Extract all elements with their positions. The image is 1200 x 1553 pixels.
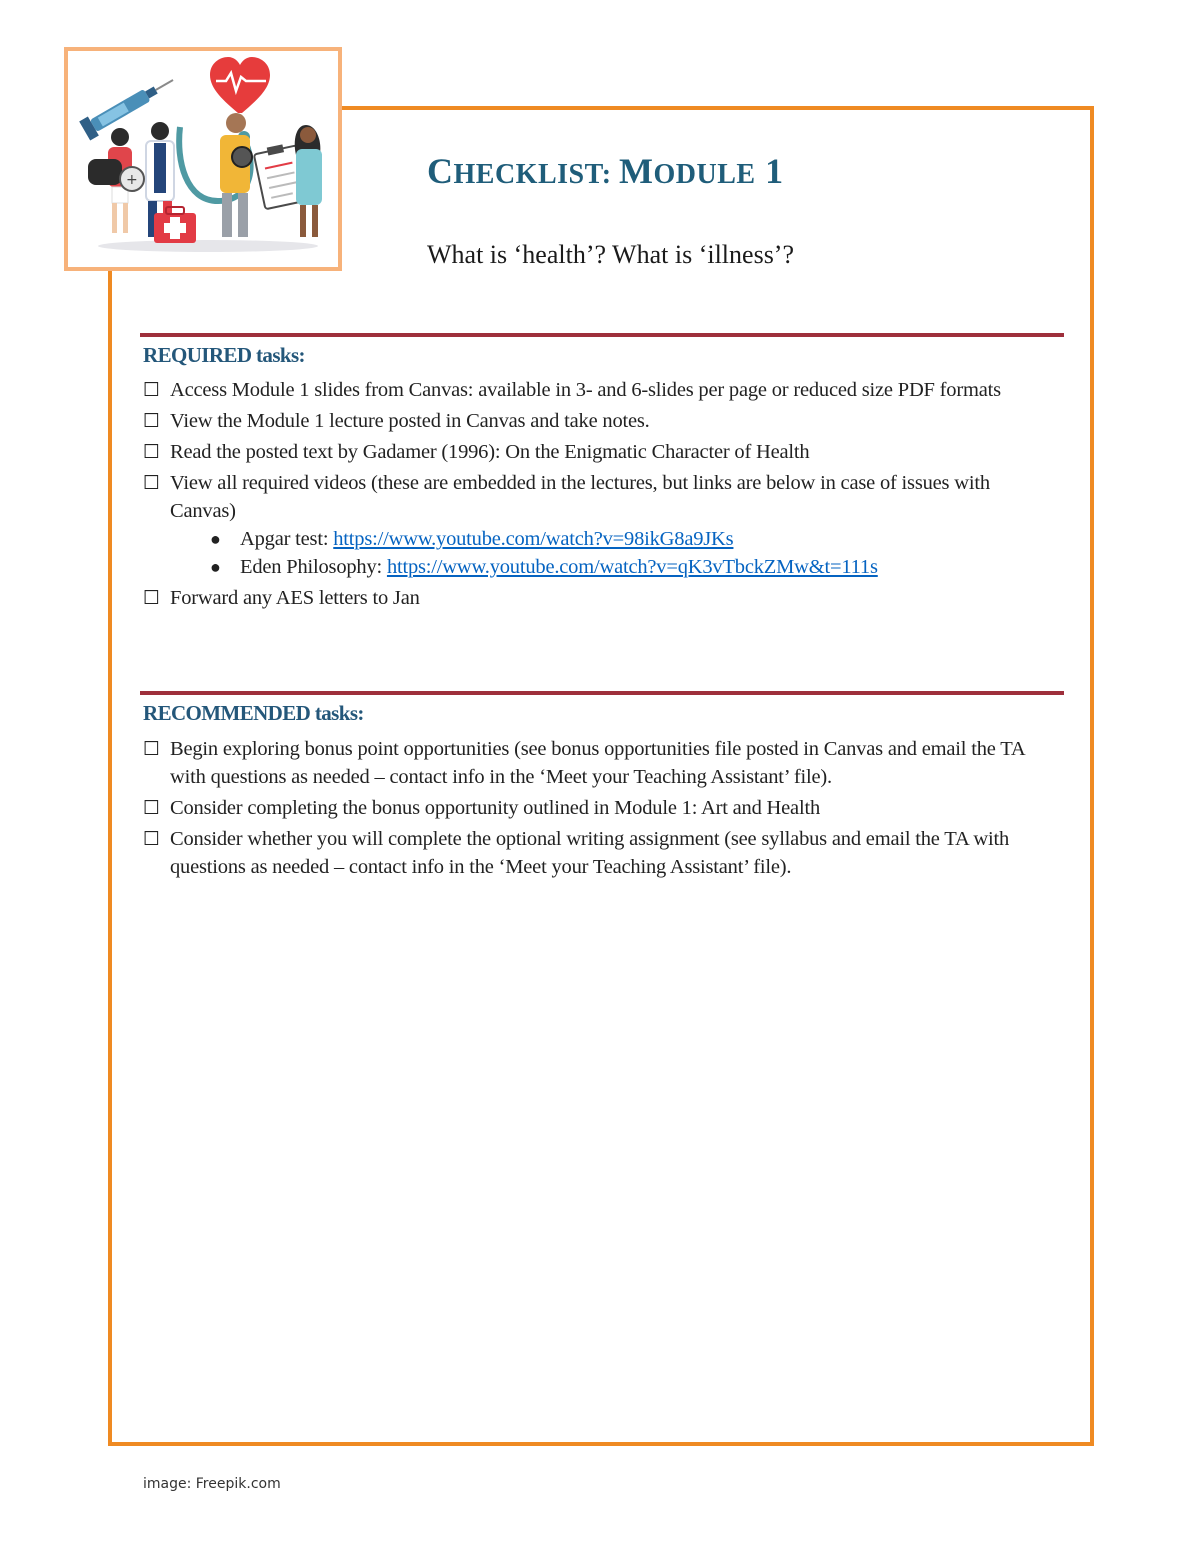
- task-text: Forward any AES letters to Jan: [170, 587, 420, 609]
- task-text: Consider whether you will complete the optional writing assignment (see syllabus and email the TA with questions as needed – contact info in the ‘Meet your Teaching Assistant’ file).: [170, 828, 1009, 878]
- task-item: [143, 469, 1058, 581]
- task-item: [143, 825, 1058, 881]
- svg-text:+: +: [126, 172, 138, 188]
- task-item: [143, 735, 1058, 791]
- bullet-icon: ●: [210, 557, 221, 577]
- task-text: Begin exploring bonus point opportunities (see bonus opportunities file posted in Canvas and email the TA with questions as needed – contact info in the ‘Meet your Teaching Assistant’ file).: [170, 738, 1025, 788]
- task-text: View the Module 1 lecture posted in Canvas and take notes.: [170, 410, 650, 432]
- checkbox[interactable]: ☐: [143, 797, 160, 819]
- task-text: Consider completing the bonus opportunity outlined in Module 1: Art and Health: [170, 797, 820, 819]
- eden-video-link[interactable]: https://www.youtube.com/watch?v=qK3vTbckZMw&t=111s: [386, 556, 878, 578]
- video-label: Apgar test:: [240, 528, 334, 550]
- checkbox[interactable]: ☐: [143, 441, 160, 463]
- apgar-video-link[interactable]: https://www.youtube.com/watch?v=98ikG8a9JKs: [333, 528, 734, 550]
- task-item: [143, 438, 1058, 466]
- healthcare-workers-illustration-icon: [68, 51, 338, 267]
- task-text: View all required videos (these are embedded in the lectures, but links are below in case of issues with Canvas): [170, 472, 990, 522]
- checkbox[interactable]: ☐: [143, 410, 160, 432]
- video-label: Eden Philosophy:: [240, 556, 387, 578]
- task-item: [143, 376, 1058, 404]
- video-link-item: [210, 525, 1058, 553]
- page-subtitle: What is ‘health’? What is ‘illness’?: [427, 240, 795, 269]
- task-item: [143, 407, 1058, 435]
- video-link-list: [170, 525, 1058, 581]
- recommended-task-list: [143, 735, 1058, 884]
- task-text: Access Module 1 slides from Canvas: available in 3- and 6-slides per page or reduced size PDF formats: [170, 379, 1001, 401]
- image-credit: image: Freepik.com: [143, 1476, 281, 1492]
- task-text: Read the posted text by Gadamer (1996): On the Enigmatic Character of Health: [170, 441, 810, 463]
- recommended-heading: RECOMMENDED tasks:: [143, 701, 364, 725]
- page-title: CHECKLIST: MODULE 1: [427, 151, 784, 191]
- section-divider: [140, 691, 1064, 695]
- task-item: [143, 584, 1058, 612]
- bullet-icon: ●: [210, 529, 221, 549]
- section-divider: [140, 333, 1064, 337]
- checkbox[interactable]: ☐: [143, 587, 160, 609]
- checkbox[interactable]: ☐: [143, 472, 160, 494]
- checkbox[interactable]: ☐: [143, 379, 160, 401]
- required-task-list: [143, 376, 1058, 615]
- illustration-frame: [64, 47, 342, 271]
- video-link-item: [210, 553, 1058, 581]
- required-heading: REQUIRED tasks:: [143, 343, 305, 367]
- checkbox[interactable]: ☐: [143, 738, 160, 760]
- checkbox[interactable]: ☐: [143, 828, 160, 850]
- task-item: [143, 794, 1058, 822]
